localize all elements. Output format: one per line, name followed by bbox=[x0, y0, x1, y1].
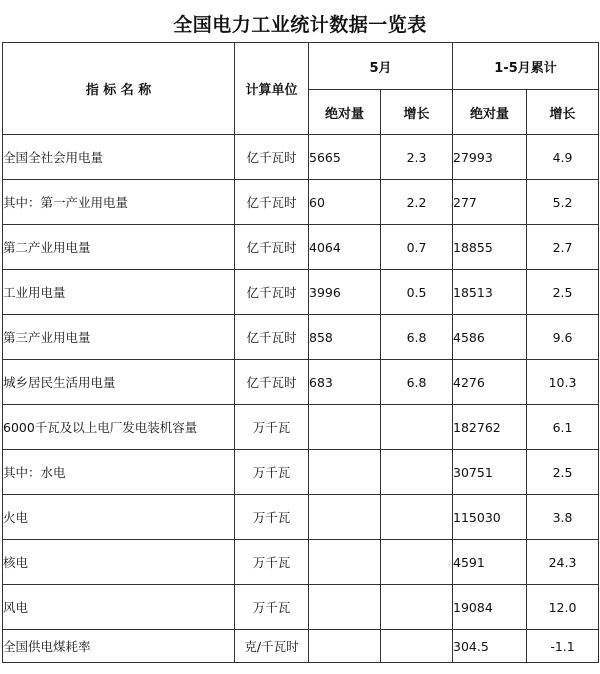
cumulative-growth-cell: -1.1 bbox=[527, 630, 599, 663]
cumulative-growth-cell: 2.7 bbox=[527, 225, 599, 270]
unit-cell: 亿千瓦时 bbox=[235, 270, 309, 315]
may-absolute-cell bbox=[309, 540, 381, 585]
unit-cell: 万千瓦 bbox=[235, 495, 309, 540]
cumulative-header: 1-5月累计 bbox=[453, 43, 599, 90]
cumulative-absolute-cell: 277 bbox=[453, 180, 527, 225]
page-title: 全国电力工业统计数据一览表 bbox=[173, 14, 427, 36]
unit-cell: 万千瓦 bbox=[235, 450, 309, 495]
table-row bbox=[3, 585, 599, 630]
cumulative-growth-cell: 5.2 bbox=[527, 180, 599, 225]
table-row bbox=[3, 405, 599, 450]
indicator-name: 全国供电煤耗率 bbox=[3, 630, 235, 663]
unit-cell: 亿千瓦时 bbox=[235, 315, 309, 360]
cumulative-absolute-cell: 4276 bbox=[453, 360, 527, 405]
may-growth-cell bbox=[381, 585, 453, 630]
may-header: 5月 bbox=[309, 43, 453, 90]
may-growth-cell bbox=[381, 540, 453, 585]
cumulative-growth-cell: 9.6 bbox=[527, 315, 599, 360]
unit-header: 计算单位 bbox=[235, 43, 309, 135]
cumulative-growth-cell: 2.5 bbox=[527, 450, 599, 495]
table-row bbox=[3, 450, 599, 495]
indicator-name: 工业用电量 bbox=[3, 270, 235, 315]
unit-cell: 万千瓦 bbox=[235, 540, 309, 585]
cumulative-absolute-header: 绝对量 bbox=[453, 90, 527, 135]
unit-cell: 克/千瓦时 bbox=[235, 630, 309, 663]
may-growth-cell: 0.7 bbox=[381, 225, 453, 270]
indicator-name: 核电 bbox=[3, 540, 235, 585]
unit-cell: 万千瓦 bbox=[235, 405, 309, 450]
cumulative-growth-cell: 3.8 bbox=[527, 495, 599, 540]
indicator-name: 第二产业用电量 bbox=[3, 225, 235, 270]
may-absolute-cell: 3996 bbox=[309, 270, 381, 315]
table-row bbox=[3, 270, 599, 315]
cumulative-growth-cell: 2.5 bbox=[527, 270, 599, 315]
cumulative-absolute-cell: 304.5 bbox=[453, 630, 527, 663]
indicator-name: 6000千瓦及以上电厂发电装机容量 bbox=[3, 405, 235, 450]
indicator-name: 第三产业用电量 bbox=[3, 315, 235, 360]
cumulative-absolute-cell: 27993 bbox=[453, 135, 527, 180]
table-row bbox=[3, 630, 599, 663]
may-absolute-cell bbox=[309, 495, 381, 540]
header-row-top bbox=[3, 43, 599, 90]
may-absolute-cell bbox=[309, 450, 381, 495]
cumulative-growth-header: 增长 bbox=[527, 90, 599, 135]
indicator-name: 城乡居民生活用电量 bbox=[3, 360, 235, 405]
may-absolute-cell: 858 bbox=[309, 315, 381, 360]
may-absolute-cell bbox=[309, 585, 381, 630]
indicator-name: 其中：水电 bbox=[3, 450, 235, 495]
may-growth-header: 增长 bbox=[381, 90, 453, 135]
cumulative-growth-cell: 24.3 bbox=[527, 540, 599, 585]
may-absolute-cell: 4064 bbox=[309, 225, 381, 270]
may-growth-cell: 6.8 bbox=[381, 315, 453, 360]
cumulative-growth-cell: 12.0 bbox=[527, 585, 599, 630]
cumulative-absolute-cell: 4591 bbox=[453, 540, 527, 585]
may-absolute-cell: 683 bbox=[309, 360, 381, 405]
may-absolute-cell: 5665 bbox=[309, 135, 381, 180]
indicator-name: 火电 bbox=[3, 495, 235, 540]
cumulative-absolute-cell: 182762 bbox=[453, 405, 527, 450]
table-row bbox=[3, 135, 599, 180]
may-growth-cell: 6.8 bbox=[381, 360, 453, 405]
cumulative-growth-cell: 6.1 bbox=[527, 405, 599, 450]
cumulative-absolute-cell: 115030 bbox=[453, 495, 527, 540]
unit-cell: 万千瓦 bbox=[235, 585, 309, 630]
indicator-name: 全国全社会用电量 bbox=[3, 135, 235, 180]
table-row bbox=[3, 360, 599, 405]
may-growth-cell bbox=[381, 450, 453, 495]
unit-cell: 亿千瓦时 bbox=[235, 180, 309, 225]
may-growth-cell: 0.5 bbox=[381, 270, 453, 315]
cumulative-absolute-cell: 30751 bbox=[453, 450, 527, 495]
table-row bbox=[3, 495, 599, 540]
may-absolute-cell: 60 bbox=[309, 180, 381, 225]
may-absolute-header: 绝对量 bbox=[309, 90, 381, 135]
unit-cell: 亿千瓦时 bbox=[235, 225, 309, 270]
indicator-header: 指 标 名 称 bbox=[3, 43, 235, 135]
may-growth-cell: 2.2 bbox=[381, 180, 453, 225]
cumulative-absolute-cell: 18513 bbox=[453, 270, 527, 315]
cumulative-growth-cell: 10.3 bbox=[527, 360, 599, 405]
statistics-table bbox=[2, 42, 599, 663]
indicator-name: 其中：第一产业用电量 bbox=[3, 180, 235, 225]
cumulative-absolute-cell: 19084 bbox=[453, 585, 527, 630]
may-growth-cell bbox=[381, 405, 453, 450]
may-growth-cell bbox=[381, 495, 453, 540]
cumulative-absolute-cell: 18855 bbox=[453, 225, 527, 270]
unit-cell: 亿千瓦时 bbox=[235, 135, 309, 180]
table-row bbox=[3, 180, 599, 225]
indicator-name: 风电 bbox=[3, 585, 235, 630]
table-row bbox=[3, 315, 599, 360]
table-row bbox=[3, 540, 599, 585]
table-row bbox=[3, 225, 599, 270]
may-absolute-cell bbox=[309, 405, 381, 450]
cumulative-growth-cell: 4.9 bbox=[527, 135, 599, 180]
unit-cell: 亿千瓦时 bbox=[235, 360, 309, 405]
may-growth-cell: 2.3 bbox=[381, 135, 453, 180]
cumulative-absolute-cell: 4586 bbox=[453, 315, 527, 360]
may-absolute-cell bbox=[309, 630, 381, 663]
may-growth-cell bbox=[381, 630, 453, 663]
